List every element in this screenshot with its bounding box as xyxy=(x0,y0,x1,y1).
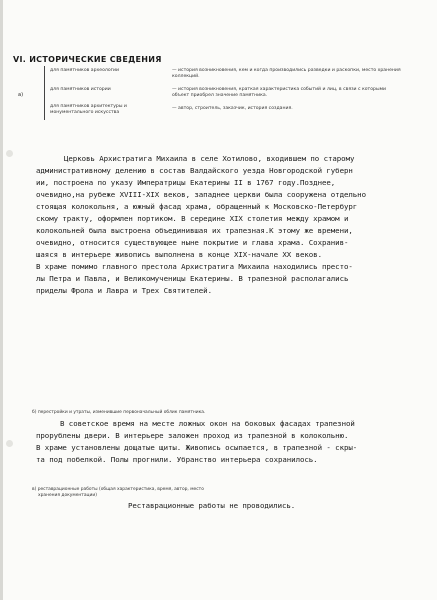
history-line: лы Петра и Павла, и Великомученицы Екатерины. В трапезной располагались xyxy=(36,274,349,283)
history-line: очевидно,на рубеже XVIII-XIX веков, западнее церкви была сооружена отдельно xyxy=(36,190,366,199)
field-v-label: в) реставрационные работы (общая характеристика, время, автор, место xyxy=(32,487,204,492)
field-b-line: В советское время на месте ложных окон на боковых фасадах трапезной xyxy=(60,419,355,428)
field-v-text: Реставрационные работы не проводились. xyxy=(128,501,296,510)
field-v-label-cont: хранения документации) xyxy=(38,493,97,498)
guide-label-history: для памятников истории xyxy=(50,87,111,92)
field-b-line: та под побелкой. Полы прогнили. Убранство интерьера сохранилось. xyxy=(36,455,318,464)
guide-marker: а) xyxy=(18,92,24,98)
guide-label-architecture: для памятников архитектуры и монументального искусства xyxy=(50,104,127,115)
guide-label-archaeology: для памятников археологии xyxy=(50,68,120,73)
history-line: очевидно, относится существующее ныне покрытие и глава храма. Сохранив- xyxy=(36,238,349,247)
scan-edge xyxy=(0,0,3,600)
history-line: колокольней была выстроена объединившая их трапезная.К этому же времени, xyxy=(36,226,353,235)
field-b-line: прорублены двери. В интерьере заложен проход из трапезной в колокольню. xyxy=(36,431,349,440)
guide-desc-architecture: — автор, строитель, заказчик, история создания. xyxy=(172,106,293,111)
guide-desc-archaeology: — история возникновения, кем и когда производились разведки и раскопки, место хранения коллекций. xyxy=(172,68,401,79)
history-line: административному делению в состав Валдайского уезда Новгородской губерн xyxy=(36,166,353,175)
guide-bracket xyxy=(44,66,49,120)
punch-hole xyxy=(6,440,13,447)
history-line: стоящая колокольня, а южный фасад храма, обращенный к Московско-Петербург xyxy=(36,202,358,211)
history-line: В храме помимо главного престола Архистратига Михаила находились престо- xyxy=(36,262,353,271)
punch-hole xyxy=(6,150,13,157)
history-line: Церковь Архистратига Михаила в селе Хотилово, входившем по старому xyxy=(64,154,355,163)
guide-desc-history: — история возникновения, краткая характеристика событий и лиц, в связи с которыми объект приобрел значение памятника. xyxy=(172,87,387,98)
field-b-label: б) перестройки и утраты, изменившие первоначальный облик памятника. xyxy=(32,410,206,415)
history-line: скому тракту, оформлен портиком. В середине XIX столетия между храмом и xyxy=(36,214,349,223)
section-title: VI. ИСТОРИЧЕСКИЕ СВЕДЕНИЯ xyxy=(13,55,162,64)
history-line: шаяся в интерьере живопись выполнена в конце XIX-начале XX веков. xyxy=(36,250,322,259)
field-b-line: В храме установлены дощатые щиты. Живопись осыпается, в трапезной - скры- xyxy=(36,443,358,452)
history-line: приделы Фрола и Лавра и Трех Святителей. xyxy=(36,286,212,295)
history-line: ии, построена по указу Императрицы Екатерины II в 1767 году.Позднее, xyxy=(36,178,336,187)
